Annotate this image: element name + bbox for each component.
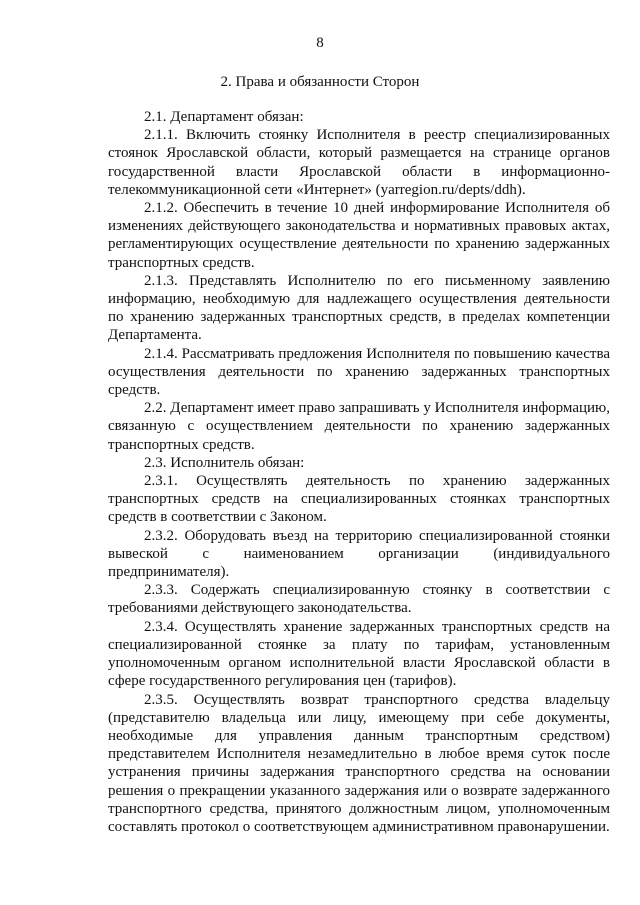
- paragraph-2-1-4: 2.1.4. Рассматривать предложения Исполнителя по повышению качества осуществления деятельности по хранению задержанных транспортных средств.: [108, 345, 610, 399]
- paragraph-2-3-5: 2.3.5. Осуществлять возврат транспортного средства владельцу (представителю владельца или лицу, имеющему при себе документы, необходимые для управления данным транспортным средством) представителем Исполнителя незамедлительно в любое время суток после устранения причины задержания транспортного средства на основании решения о прекращении указанного задержания или о возврате задержанного транспортного средства, принятого должностным лицом, уполномоченным составлять протокол о соответствующем административном правонарушении.: [108, 691, 610, 835]
- paragraph-2-1-3: 2.1.3. Представлять Исполнителю по его письменному заявлению информацию, необходимую для надлежащего осуществления деятельности по хранению задержанных транспортных средств, в пределах компетенции Департамента.: [108, 272, 610, 344]
- paragraph-2-3: 2.3. Исполнитель обязан:: [144, 454, 305, 471]
- paragraph-2-3-2: 2.3.2. Оборудовать въезд на территорию специализированной стоянки вывеской с наименованием организации (индивидуального предпринимателя).: [108, 527, 610, 581]
- page-number: 8: [316, 35, 324, 51]
- paragraph-2-2: 2.2. Департамент имеет право запрашивать у Исполнителя информацию, связанную с осуществлением деятельности по хранению задержанных транспортных средств.: [108, 400, 610, 453]
- paragraph-2-1: 2.1. Департамент обязан:: [144, 109, 304, 125]
- paragraph-2-3-4: 2.3.4. Осуществлять хранение задержанных транспортных средств на специализированной стоянке за плату по тарифам, установленным уполномоченным органом исполнительной власти Ярославской области в сфере государственного регулирования цен (тарифов).: [108, 618, 610, 690]
- paragraph-2-3-1: 2.3.1. Осуществлять деятельность по хранению задержанных транспортных средств на специализированных стоянках транспортных средств в соответствии с Законом.: [108, 473, 610, 526]
- paragraph-2-1-2: 2.1.2. Обеспечить в течение 10 дней информирование Исполнителя об изменениях действующего законодательства и нормативных правовых актах, регламентирующих осуществление деятельности по хранению задержанных транспортных средств.: [108, 200, 610, 271]
- section-heading: 2. Права и обязанности Сторон: [220, 74, 420, 90]
- paragraph-2-3-3: 2.3.3. Содержать специализированную стоянку в соответствии с требованиями действующего законодательства.: [108, 582, 610, 617]
- document-body: [108, 108, 610, 836]
- paragraph-2-1-1: 2.1.1. Включить стоянку Исполнителя в реестр специализированных стоянок Ярославской области, который размещается на странице органов государственной власти Ярославской области в информационно-телекоммуникационной сети «Интернет» (yarregion.ru/depts/ddh).: [108, 127, 610, 198]
